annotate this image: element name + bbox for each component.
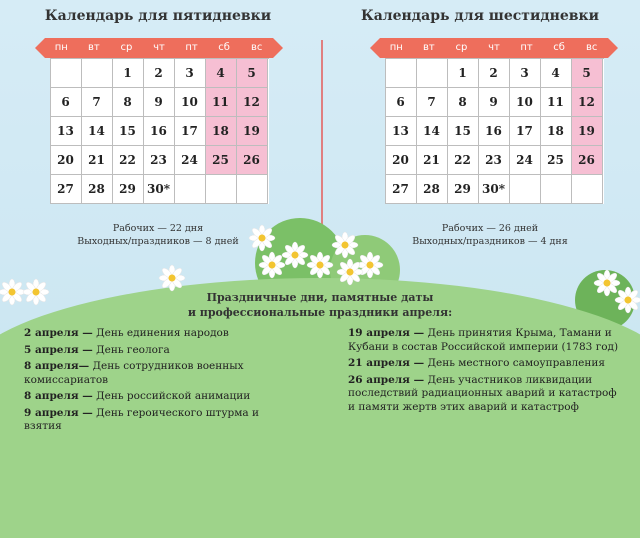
calendar-day: 20 [386,146,417,175]
calendar-day: 6 [51,88,82,117]
five-day-calendar-title: Календарь для пятидневки [44,8,272,24]
calendar-day: 21 [82,146,113,175]
holiday-name: День геолога [92,343,170,356]
holiday-item [24,360,289,387]
daisy-icon [282,242,308,268]
holiday-date: 19 апреля — [348,327,425,339]
calendar-day: 13 [386,117,417,146]
calendar-day: 25 [206,146,237,175]
holiday-name: День героического штурма и взятия [24,406,260,432]
six-day-calendar-title: Календарь для шестидневки [360,8,600,24]
calendar-day: 28 [417,175,448,204]
holiday-name: День сотрудников военных комиссариатов [24,360,244,386]
calendar-day: 7 [82,88,113,117]
weekday-label: чт [488,42,500,53]
calendar-day: 23 [479,146,510,175]
off-days-count: Выходных/праздников — 4 дня [412,236,568,247]
calendar-day: 29 [448,175,479,204]
calendar-day: 22 [448,146,479,175]
holiday-item [24,327,289,341]
daisy-icon [259,252,285,278]
holiday-date: 26 апреля — [348,373,425,386]
calendar-day: 20 [51,146,82,175]
calendar-day: 5 [572,59,603,88]
calendar-day: 2 [479,59,510,88]
holiday-date: 9 апреля — [24,406,93,419]
weekday-label: пт [520,42,533,53]
holiday-item [348,357,623,371]
calendar-day: 27 [386,175,417,204]
holidays-right-column [348,327,623,417]
calendar-day: 4 [541,59,572,88]
weekday-label: сб [218,42,230,53]
holiday-item [348,374,623,415]
holiday-name: День российской анимации [92,390,251,402]
holiday-item [348,327,623,354]
daisy-icon [307,252,333,278]
calendar-day: 16 [144,117,175,146]
calendar-day: 4 [206,59,237,88]
daisy-icon [337,259,363,285]
calendar-day: 1 [448,59,479,88]
calendar-day: 22 [113,146,144,175]
calendar-day: 11 [541,88,572,117]
weekday-label: чт [153,42,165,53]
calendar-day: 9 [144,88,175,117]
calendar-day: 16 [479,117,510,146]
calendar-day: 12 [572,88,603,117]
calendar-day: 23 [144,146,175,175]
calendar-day: 3 [175,59,206,88]
calendar-day: 3 [510,59,541,88]
calendar-day: 6 [386,88,417,117]
calendar-day: 30* [144,175,175,204]
calendar-day: 27 [51,175,82,204]
holiday-name: День местного самоуправления [424,357,606,369]
calendar-day: 9 [479,88,510,117]
calendar-day: 5 [237,59,268,88]
calendar-day: 26 [237,146,268,175]
daisy-icon [249,225,275,251]
holidays-title: Праздничные дни, памятные даты и профессиональные праздники апреля: [187,291,453,319]
calendar-day: 13 [51,117,82,146]
holiday-date: 5 апреля — [24,343,93,356]
weekday-label: сб [553,42,565,53]
work-days-count: Рабочих — 26 дней [441,223,539,234]
calendar-day: 7 [417,88,448,117]
holiday-item [24,390,289,404]
calendar-day: 18 [206,117,237,146]
calendar-day: 24 [175,146,206,175]
calendar-day: 8 [113,88,144,117]
holidays-left-column [24,327,289,437]
calendar-day: 10 [175,88,206,117]
calendar-day: 30* [479,175,510,204]
calendar-day: 19 [572,117,603,146]
calendar-day: 29 [113,175,144,204]
calendar-day: 2 [144,59,175,88]
calendar-day: 15 [448,117,479,146]
holiday-date: 2 апреля — [24,327,93,339]
calendar-day: 24 [510,146,541,175]
calendar-day: 12 [237,88,268,117]
off-days-count: Выходных/праздников — 8 дней [77,236,239,247]
daisy-icon [332,232,358,258]
calendar-day: 21 [417,146,448,175]
weekday-label: пт [185,42,198,53]
holiday-name: День участников ликвидации последствий радиационных аварий и катастроф и памяти жертв этих аварий и катастроф [348,373,617,413]
weekday-label: вс [251,42,263,53]
weekday-label: ср [120,42,133,53]
weekday-label: вс [586,42,598,53]
calendar-day: 11 [206,88,237,117]
weekday-label: ср [455,42,468,53]
calendar-day: 14 [417,117,448,146]
calendar-day: 18 [541,117,572,146]
holiday-date: 21 апреля — [348,357,425,369]
calendar-day: 28 [82,175,113,204]
calendar-day: 17 [510,117,541,146]
calendar-day: 1 [113,59,144,88]
holiday-name: День принятия Крыма, Тамани и Кубани в состав Российской империи (1783 год) [348,327,619,353]
calendar-day: 14 [82,117,113,146]
weekday-label: пн [54,42,68,53]
weekday-label: вт [87,42,100,53]
calendar-day: 15 [113,117,144,146]
calendar-day: 10 [510,88,541,117]
daisy-icon [159,265,185,291]
holiday-date: 8 апреля— [24,360,90,372]
weekday-label: вт [422,42,435,53]
calendar-day: 26 [572,146,603,175]
weekday-label: пн [389,42,403,53]
work-days-count: Рабочих — 22 дня [112,223,204,234]
calendar-day: 8 [448,88,479,117]
holiday-item [24,344,289,358]
holiday-name: День единения народов [92,327,229,339]
holiday-item [24,407,289,434]
calendar-day: 17 [175,117,206,146]
holiday-date: 8 апреля — [24,390,93,402]
calendar-day: 19 [237,117,268,146]
calendar-day: 25 [541,146,572,175]
